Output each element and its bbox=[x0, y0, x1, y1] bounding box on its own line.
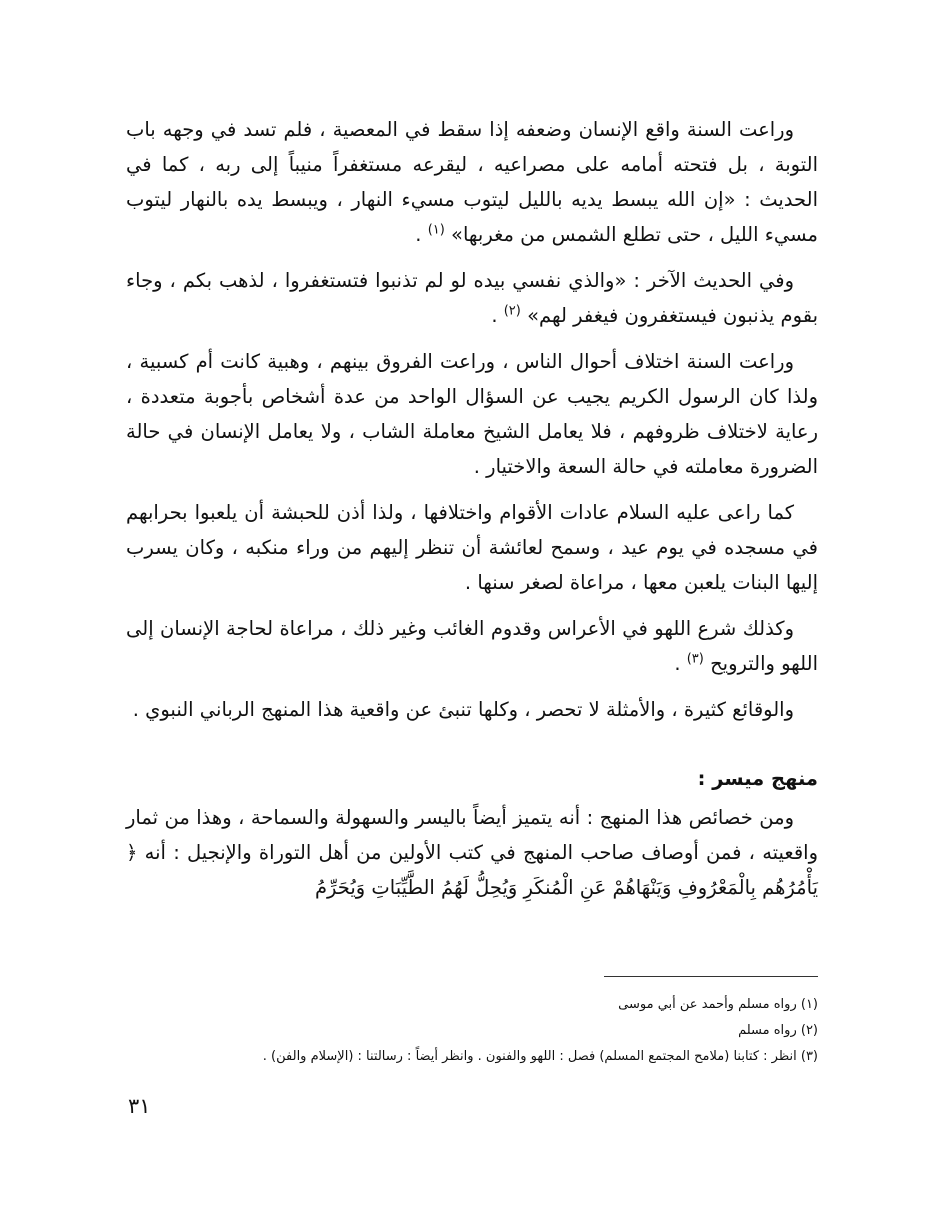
paragraph-1-text: وراعت السنة واقع الإنسان وضعفه إذا سقط في المعصية ، فلم تسد في وجهه باب التوبة ، بل فتحته أمامه على مصراعيه ، ليقرعه مستغفراً منيباً إلى ربه ، كما في الحديث : «إن الله يبسط يديه بالليل ليتوب مسيء النهار ، ويبسط يده بالنهار ليتوب مسيء الليل ، حتى تطلع الشمس من مغربها» bbox=[126, 118, 818, 246]
footnote-3: (٣) انظر : كتابنا (ملامح المجتمع المسلم) فصل : اللهو والفنون . وانظر أيضاً : رسالتنا : (الإسلام والفن) . bbox=[262, 1049, 818, 1064]
footnote-ref-1: (١) bbox=[427, 222, 445, 238]
paragraph-1 bbox=[126, 112, 818, 252]
paragraph-2 bbox=[126, 263, 818, 333]
page-number: ٣١ bbox=[128, 1094, 151, 1118]
footnote-ref-2: (٢) bbox=[503, 303, 521, 319]
paragraph-5-text: وكذلك شرع اللهو في الأعراس وقدوم الغائب وغير ذلك ، مراعاة لحاجة الإنسان إلى اللهو والترويح bbox=[126, 617, 818, 675]
section-heading: منهج ميسر : bbox=[697, 767, 818, 790]
paragraph-6: والوقائع كثيرة ، والأمثلة لا تحصر ، وكلها تنبئ عن واقعية هذا المنهج الرباني النبوي . bbox=[132, 698, 794, 721]
footnotes bbox=[126, 992, 818, 1070]
paragraph-5 bbox=[126, 611, 818, 681]
paragraph-2-text: وفي الحديث الآخر : «والذي نفسي بيده لو لم تذنبوا فتستغفروا ، لذهب بكم ، وجاء بقوم يذنبون فيستغفرون فيغفر لهم» bbox=[126, 269, 818, 327]
footnote-ref-3: (٣) bbox=[686, 651, 704, 667]
section-paragraph: ومن خصائص هذا المنهج : أنه يتميز أيضاً باليسر والسهولة والسماحة ، وهذا من ثمار واقعيته ، فمن أوصاف صاحب المنهج في كتب الأولين من أهل التوراة والإنجيل : أنه ﴿ يَأْمُرُهُم بِالْمَعْرُوفِ وَيَنْهَاهُمْ عَنِ الْمُنكَرِ وَيُحِلُّ لَهُمُ الطَّيِّبَاتِ وَيُحَرِّمُ bbox=[126, 806, 818, 899]
footnote-1: (١) رواه مسلم وأحمد عن أبي موسى bbox=[618, 997, 818, 1012]
main-text bbox=[126, 112, 818, 916]
footnote-divider bbox=[604, 976, 818, 977]
paragraph-5-end: . bbox=[674, 652, 681, 675]
paragraph-3: وراعت السنة اختلاف أحوال الناس ، وراعت الفروق بينهم ، وهبية كانت أم كسبية ، ولذا كان الرسول الكريم يجيب عن السؤال الواحد من عدة أشخاص بأجوبة متعددة ، رعاية لاختلاف ظروفهم ، فلا يعامل الشيخ معاملة الشاب ، ولا يعامل الإنسان في حالة الضرورة معاملته في حالة السعة والاختيار . bbox=[126, 350, 818, 478]
paragraph-2-end: . bbox=[491, 304, 498, 327]
paragraph-4: كما راعى عليه السلام عادات الأقوام واختلافها ، ولذا أذن للحبشة أن يلعبوا بحرابهم في مسجده في يوم عيد ، وسمح لعائشة أن تنظر إليهم من وراء منكبه ، وكان يسرب إليها البنات يلعبن معها ، مراعاة لصغر سنها . bbox=[126, 501, 818, 594]
paragraph-1-end: . bbox=[415, 223, 422, 246]
footnote-2: (٢) رواه مسلم bbox=[738, 1023, 818, 1038]
